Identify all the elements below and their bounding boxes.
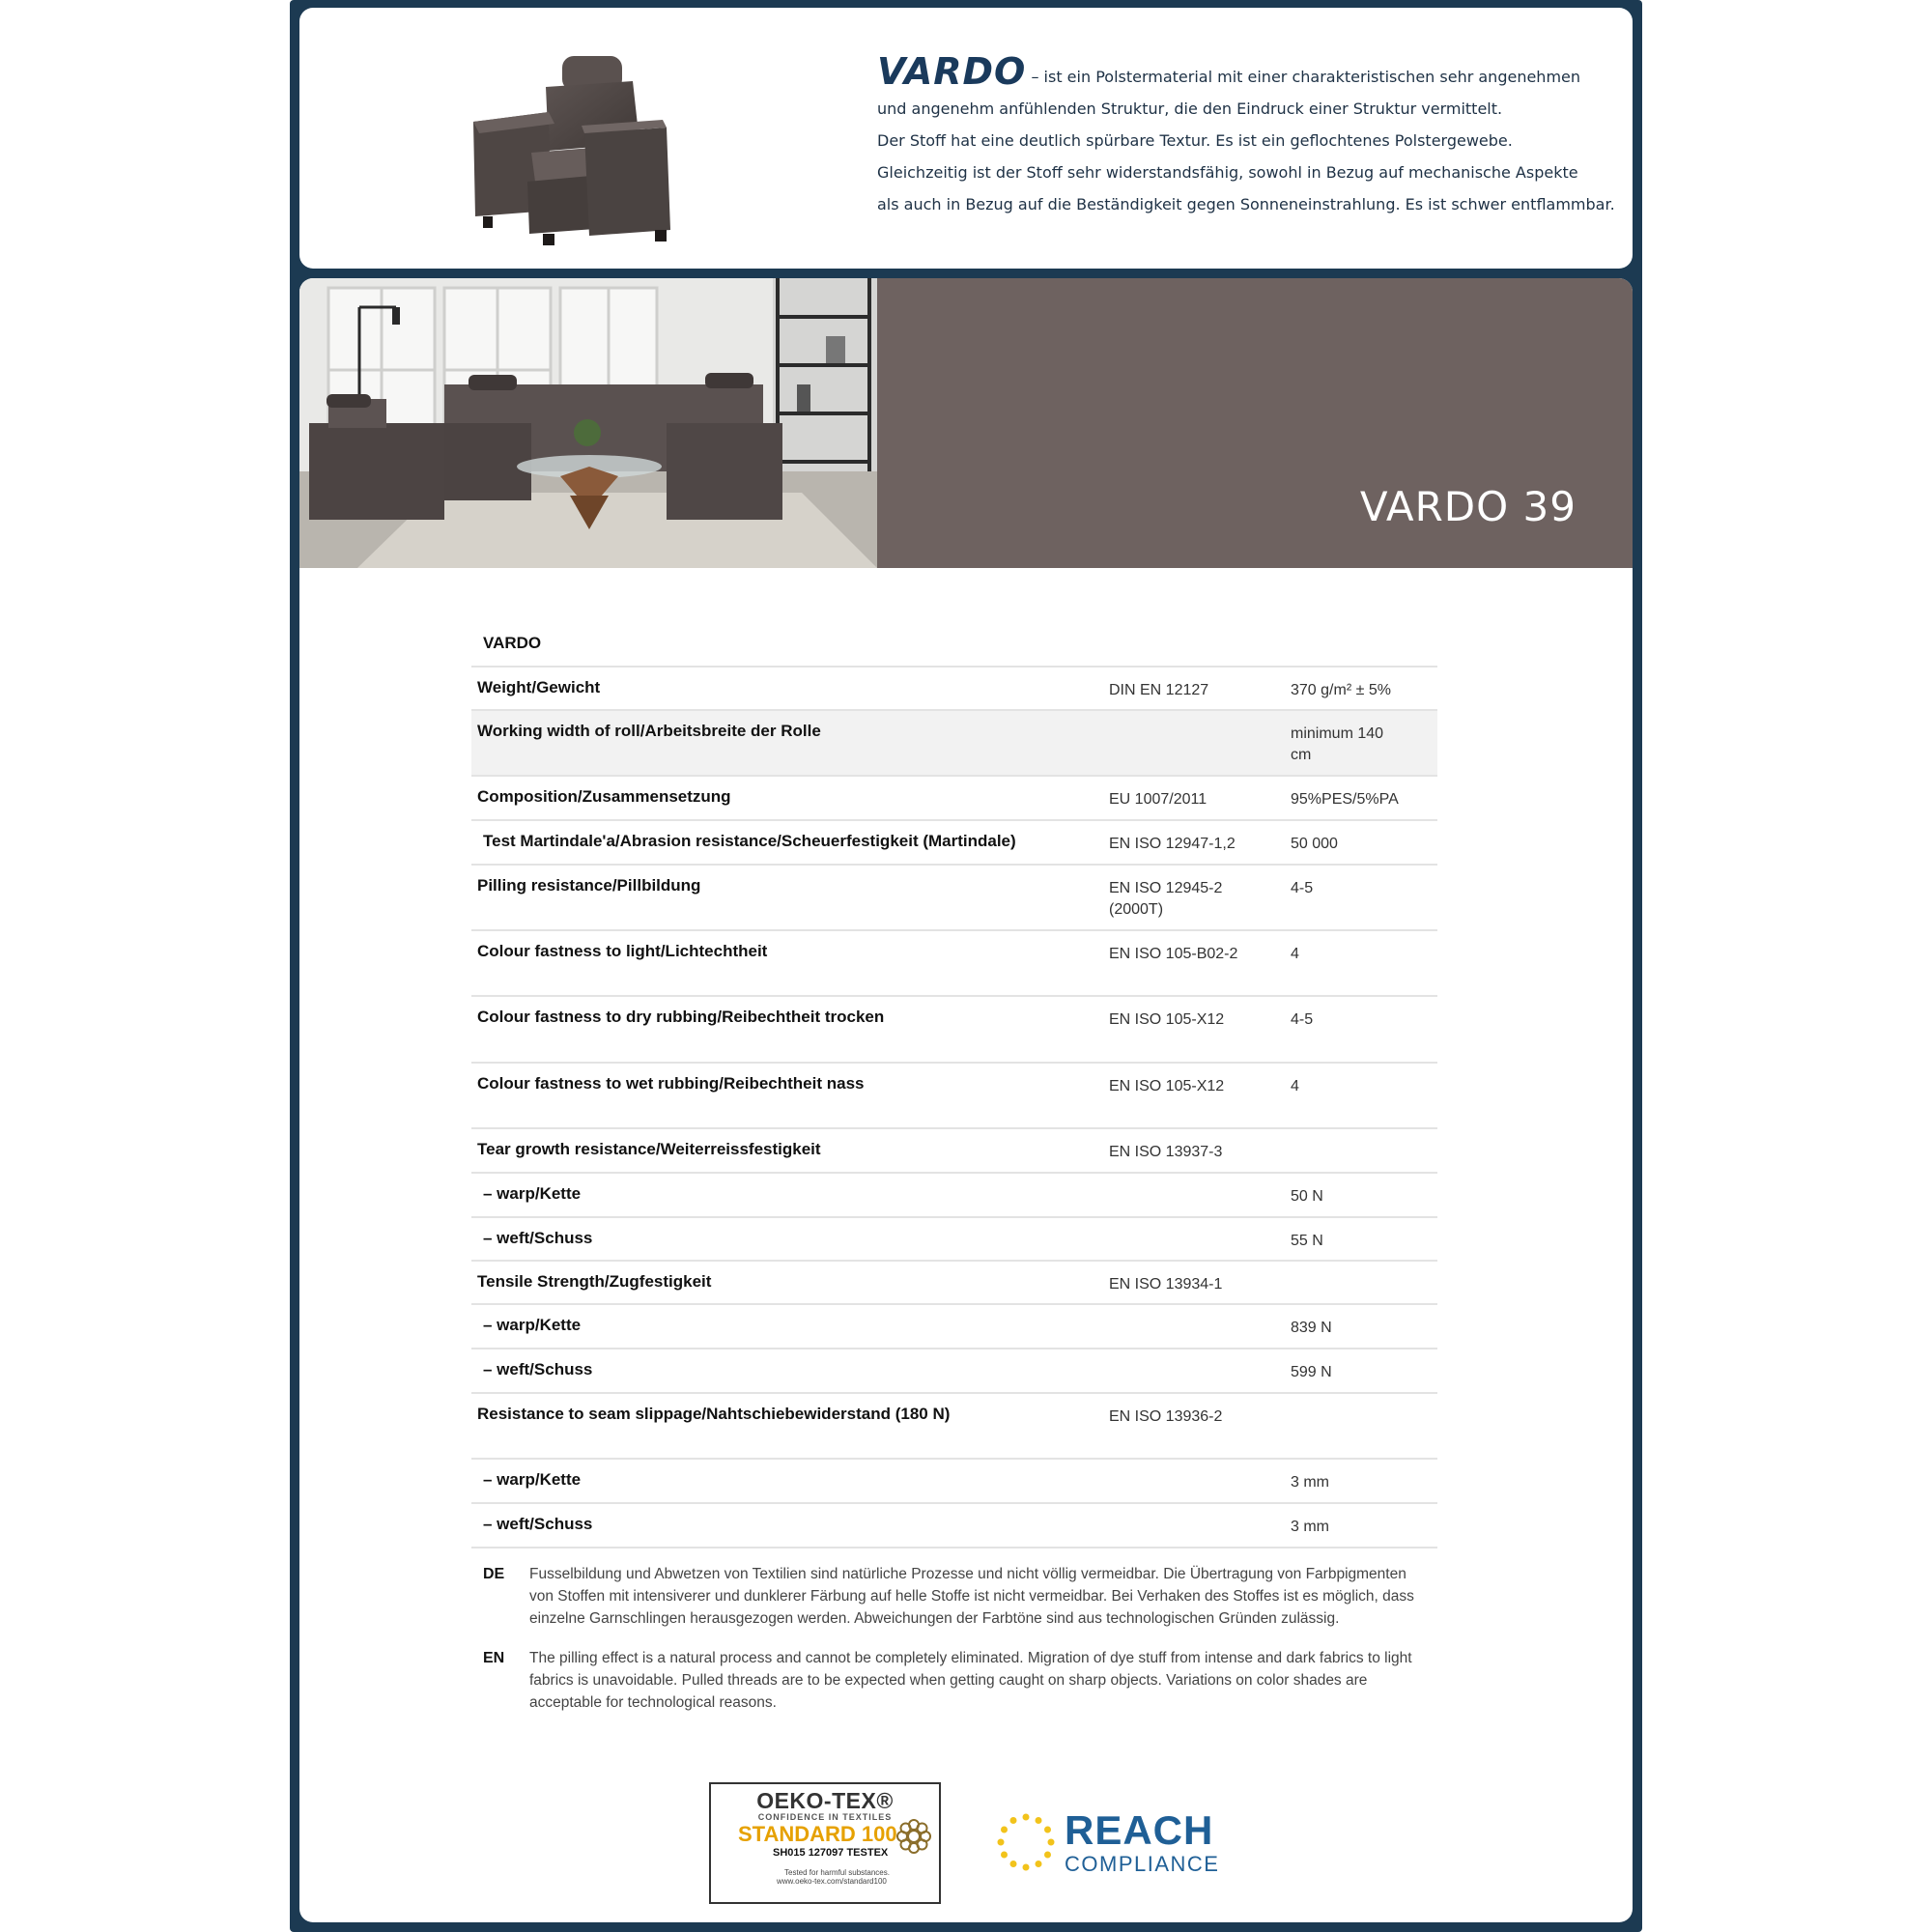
note-lang: EN bbox=[483, 1650, 505, 1666]
intro-line-4: Gleichzeitig ist der Stoff sehr widerstandsfähig, sowohl in Bezug auf mechanische Aspekte bbox=[877, 163, 1578, 182]
spec-name: – weft/Schuss bbox=[483, 1229, 593, 1247]
spec-name: – warp/Kette bbox=[483, 1470, 582, 1489]
intro-card bbox=[299, 8, 1633, 269]
spec-name: Colour fastness to wet rubbing/Reibechtheit nass bbox=[477, 1074, 865, 1093]
oeko-tex-logo bbox=[709, 1782, 941, 1904]
intro-line-3: Der Stoff hat eine deutlich spürbare Textur. Es ist ein geflochtenes Polstergewebe. bbox=[877, 131, 1513, 150]
oeko-name: OEKO-TEX® bbox=[756, 1788, 894, 1813]
spec-value: 50 000 bbox=[1291, 836, 1338, 852]
spec-title: VARDO bbox=[483, 634, 542, 652]
spec-name: Colour fastness to light/Lichtechtheit bbox=[477, 942, 768, 960]
spec-value: minimum 140 cm bbox=[1291, 725, 1384, 763]
spec-standard: EN ISO 105-X12 bbox=[1109, 1011, 1225, 1028]
table-row bbox=[471, 997, 1437, 1064]
spec-value: 599 N bbox=[1291, 1364, 1332, 1380]
oeko-tested: Tested for harmful substances. bbox=[784, 1868, 890, 1877]
spec-name: Pilling resistance/Pillbildung bbox=[477, 876, 701, 895]
spec-standard: EN ISO 12945-2 (2000T) bbox=[1109, 880, 1223, 918]
note-text: Fusselbildung und Abwetzen von Textilien sind natürliche Prozesse und nicht völlig vermeidbar. Die Übertragung von Farbpigmenten von Stoffen mit intensiverer und dunklerer Färbung auf helle Stoffe ist nicht vermeidbar. Bei Verhaken des Stoffes ist es möglich, dass einzelne Garnschlingen herausgezogen werden. Abweichungen der Farbtöne sind aus technologischen Gründen zulässig. bbox=[529, 1566, 1414, 1627]
spec-table bbox=[471, 668, 1437, 1548]
note-en bbox=[483, 1647, 1430, 1714]
spec-standard: EN ISO 13934-1 bbox=[1109, 1276, 1223, 1293]
spec-value: 95%PES/5%PA bbox=[1291, 791, 1399, 808]
table-row bbox=[471, 1218, 1437, 1262]
spec-value: 370 g/m² ± 5% bbox=[1291, 682, 1391, 698]
table-row bbox=[471, 1394, 1437, 1460]
spec-name: Tear growth resistance/Weiterreissfestigkeit bbox=[477, 1140, 821, 1158]
table-row bbox=[471, 711, 1437, 777]
armchair-image bbox=[435, 27, 705, 259]
spec-value: 55 N bbox=[1291, 1233, 1323, 1249]
swatch-label: VARDO 39 bbox=[1359, 483, 1577, 530]
spec-card bbox=[299, 568, 1633, 1922]
reach-sub: COMPLIANCE bbox=[1065, 1852, 1220, 1876]
table-row bbox=[471, 1174, 1437, 1218]
table-row bbox=[471, 866, 1437, 931]
reach-name: REACH bbox=[1065, 1807, 1214, 1853]
spec-name: – weft/Schuss bbox=[483, 1360, 593, 1378]
intro-line-5: als auch in Bezug auf die Beständigkeit gegen Sonneneinstrahlung. Es ist schwer entflammbar. bbox=[877, 195, 1615, 213]
note-lang: DE bbox=[483, 1566, 505, 1582]
intro-line-2: und angenehm anfühlenden Struktur, die den Eindruck einer Struktur vermittelt. bbox=[877, 99, 1503, 118]
spec-name: Test Martindale'a/Abrasion resistance/Scheuerfestigkeit (Martindale) bbox=[483, 832, 1016, 850]
table-row bbox=[471, 1350, 1437, 1394]
note-de bbox=[483, 1563, 1430, 1630]
table-row bbox=[471, 1262, 1437, 1305]
spec-standard: EU 1007/2011 bbox=[1109, 791, 1208, 808]
spec-value: 4 bbox=[1291, 1078, 1299, 1094]
care-notes bbox=[483, 1563, 1430, 1731]
table-row bbox=[471, 1129, 1437, 1174]
table-row bbox=[471, 668, 1437, 711]
brand-name: VARDO bbox=[877, 50, 1027, 93]
note-text: The pilling effect is a natural process and cannot be completely eliminated. Migration of dye stuff from intense and dark fabrics to light fabrics is unavoidable. Pulled threads are to be expected when getting caught on sharp objects. Variations on color shades are acceptable for technological reasons. bbox=[529, 1650, 1412, 1711]
spec-name: Weight/Gewicht bbox=[477, 678, 601, 696]
table-row bbox=[471, 1504, 1437, 1548]
spec-value: 839 N bbox=[1291, 1320, 1332, 1336]
spec-standard: EN ISO 105-X12 bbox=[1109, 1078, 1225, 1094]
flower-icon bbox=[895, 1817, 933, 1856]
reach-logo bbox=[995, 1807, 1227, 1879]
spec-value: 50 N bbox=[1291, 1188, 1323, 1205]
table-row bbox=[471, 1305, 1437, 1350]
oeko-standard: STANDARD 100 bbox=[738, 1822, 897, 1846]
spec-standard: EN ISO 13936-2 bbox=[1109, 1408, 1223, 1425]
fabric-swatch bbox=[877, 278, 1633, 568]
spec-name: Colour fastness to dry rubbing/Reibechtheit trocken bbox=[477, 1008, 885, 1026]
spec-name: – warp/Kette bbox=[483, 1316, 582, 1334]
spec-value: 4-5 bbox=[1291, 880, 1314, 896]
table-row bbox=[471, 821, 1437, 866]
spec-value: 4 bbox=[1291, 946, 1299, 962]
spec-name: – weft/Schuss bbox=[483, 1515, 593, 1533]
photo-row bbox=[299, 278, 1633, 568]
spec-name: Working width of roll/Arbeitsbreite der Rolle bbox=[477, 722, 821, 740]
spec-name: Resistance to seam slippage/Nahtschiebewiderstand (180 N) bbox=[477, 1405, 951, 1423]
oeko-tagline: CONFIDENCE IN TEXTILES bbox=[757, 1812, 893, 1822]
spec-value: 3 mm bbox=[1291, 1519, 1329, 1535]
spec-standard: DIN EN 12127 bbox=[1109, 682, 1209, 698]
table-row bbox=[471, 1064, 1437, 1129]
living-room-photo bbox=[299, 278, 877, 568]
spec-standard: EN ISO 13937-3 bbox=[1109, 1144, 1223, 1160]
spec-standard: EN ISO 105-B02-2 bbox=[1109, 946, 1238, 962]
table-row bbox=[471, 777, 1437, 821]
spec-standard: EN ISO 12947-1,2 bbox=[1109, 836, 1236, 852]
intro-line-1: – ist ein Polstermaterial mit einer charakteristischen sehr angenehmen bbox=[1031, 68, 1581, 86]
intro-text bbox=[877, 50, 1621, 220]
spec-value: 4-5 bbox=[1291, 1011, 1314, 1028]
spec-name: Tensile Strength/Zugfestigkeit bbox=[477, 1272, 712, 1291]
table-row bbox=[471, 931, 1437, 997]
spec-name: – warp/Kette bbox=[483, 1184, 582, 1203]
oeko-code: SH015 127097 TESTEX bbox=[773, 1847, 889, 1859]
eu-stars-icon bbox=[995, 1811, 1057, 1873]
oeko-url: www.oeko-tex.com/standard100 bbox=[777, 1877, 887, 1886]
spec-value: 3 mm bbox=[1291, 1474, 1329, 1491]
table-row bbox=[471, 1460, 1437, 1504]
spec-name: Composition/Zusammensetzung bbox=[477, 787, 731, 806]
